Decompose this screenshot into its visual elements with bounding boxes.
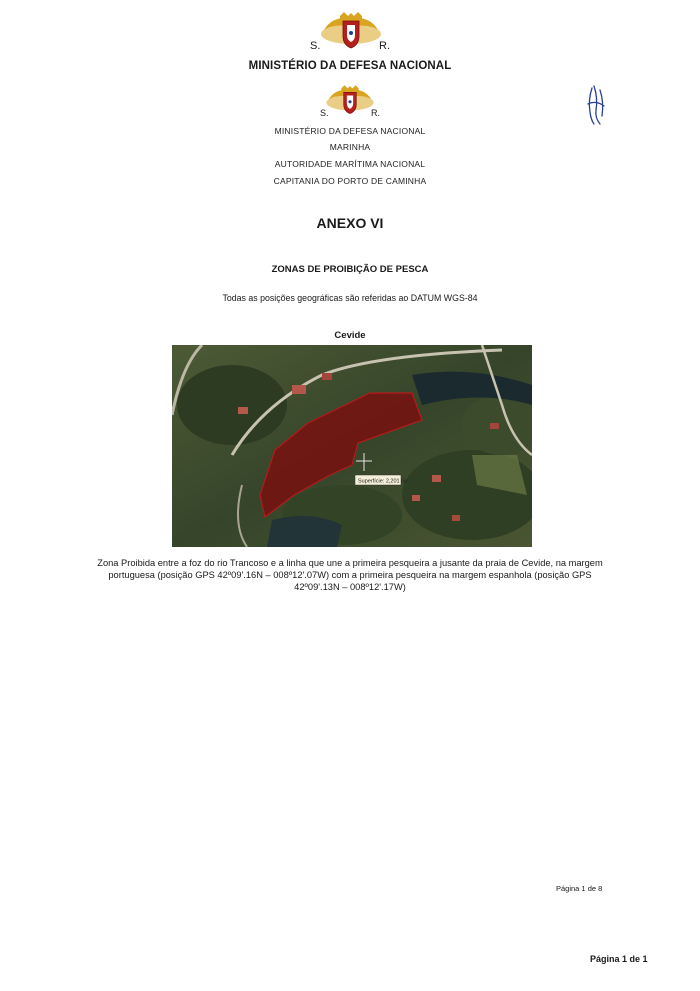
signature-mark [582,80,612,130]
crest-letter-r: R. [371,108,380,118]
ministry-heading: MINISTÉRIO DA DEFESA NACIONAL [248,60,452,72]
coat-of-arms-logo [318,12,384,52]
header-line: CAPITANIA DO PORTO DE CAMINHA [273,176,427,186]
crest-letter-r: R. [379,40,390,52]
map-tooltip: Superfície: 2,201 ha [358,478,408,485]
header-line: MARINHA [329,142,371,152]
outer-page-number: Página 1 de 1 [590,954,648,964]
inner-page-number: Página 1 de 8 [556,884,603,893]
crest-letter-s: S. [320,108,329,118]
zone-description: Zona Proibida entre a foz do rio Trancoso e a linha que une a primeira pesqueira a jusante da praia de Cevide, na margem portuguesa (posição GPS 42º09'.16N – 008º12'.07W) com a primeira pesqueira na margem espanhola (posição GPS 42º09'.13N – 008º12'.17W) [97,558,603,592]
satellite-map [172,345,532,547]
header-line: MINISTÉRIO DA DEFESA NACIONAL [274,126,426,136]
coat-of-arms-logo [324,84,376,118]
location-label: Cevide [334,330,366,341]
annex-title: ANEXO VI [316,215,384,231]
header-line: AUTORIDADE MARÍTIMA NACIONAL [274,159,426,169]
section-title: ZONAS DE PROIBIÇÃO DE PESCA [271,264,429,275]
datum-note: Todas as posições geográficas são referidas ao DATUM WGS-84 [222,293,478,303]
crest-letter-s: S. [310,40,321,52]
